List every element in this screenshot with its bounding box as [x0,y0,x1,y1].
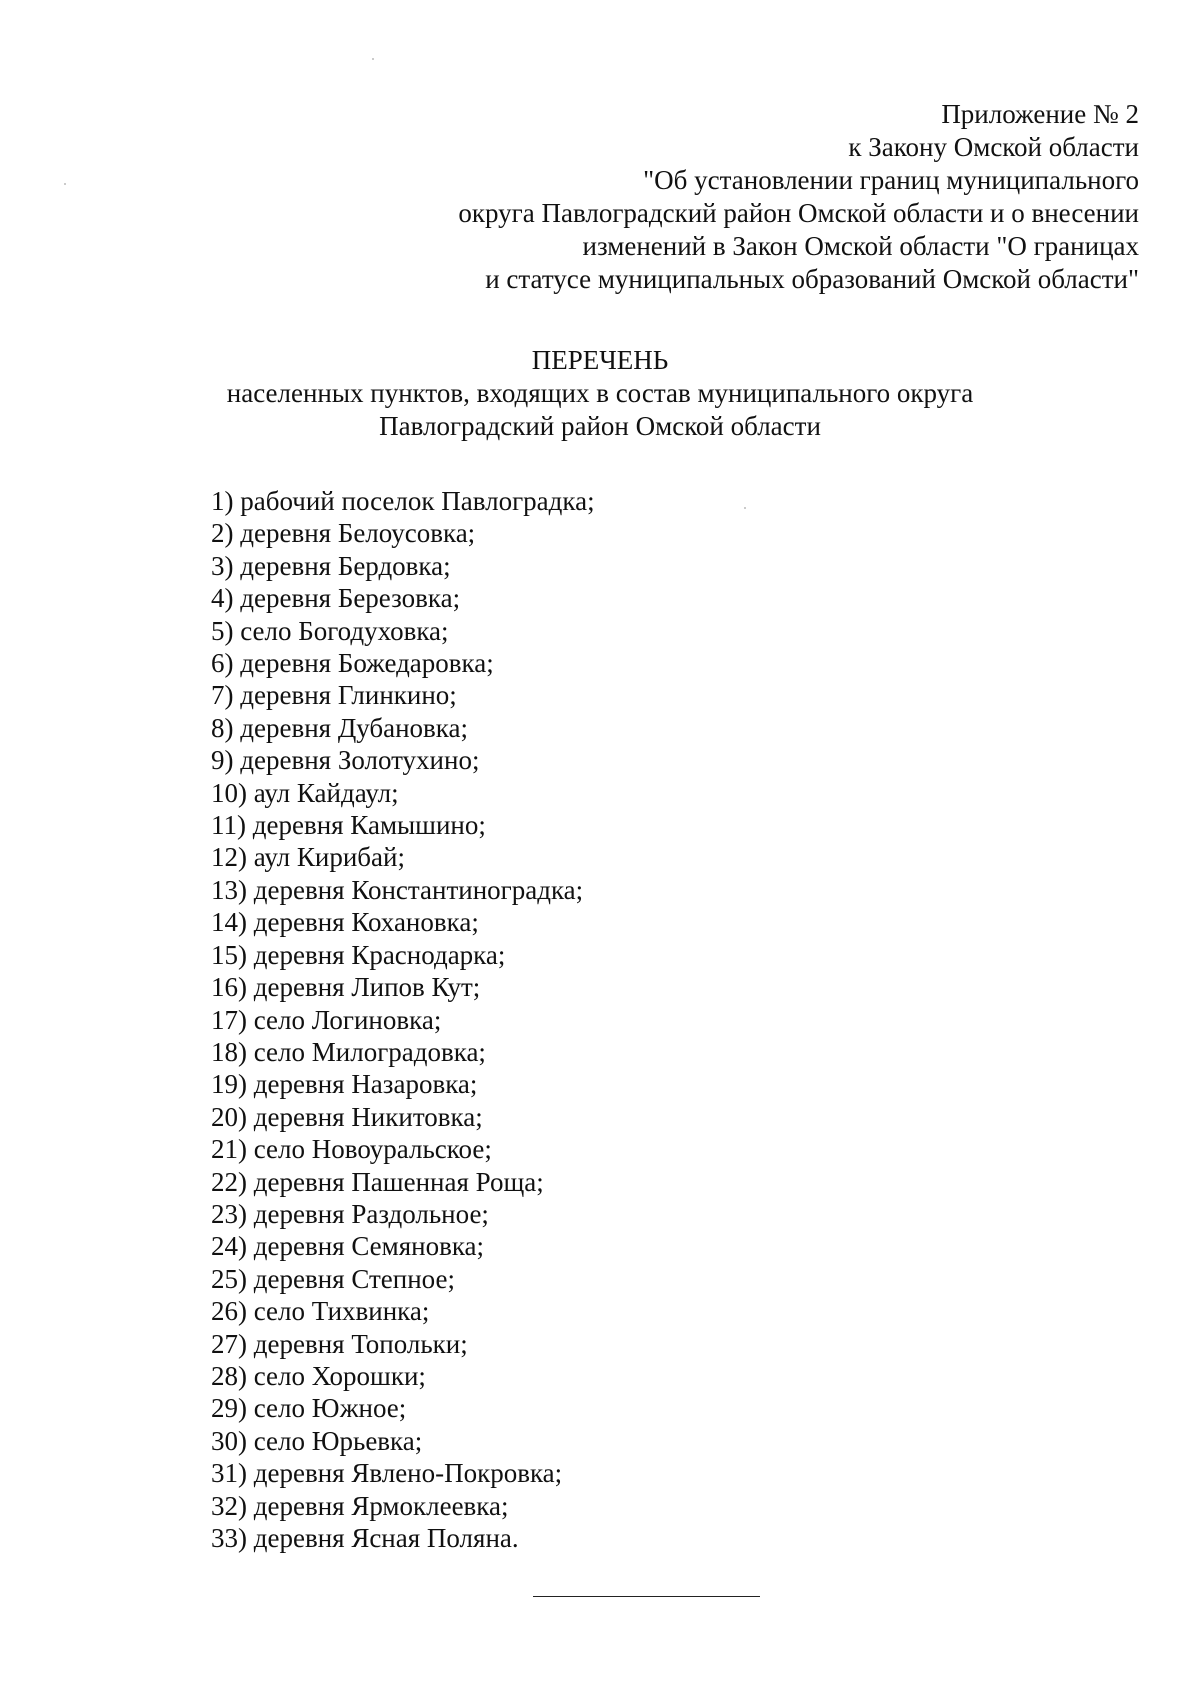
settlement-item: 20) деревня Никитовка; [211,1101,483,1132]
settlement-item: 21) село Новоуральское; [211,1134,492,1165]
settlement-item: 7) деревня Глинкино; [211,680,457,711]
annex-line: "Об установлении границ муниципального [643,165,1139,195]
annex-line: Приложение № 2 [941,99,1139,129]
annex-reference [458,98,1139,296]
settlement-item: 24) деревня Семяновка; [211,1231,485,1262]
settlement-item: 2) деревня Белоусовка; [211,518,476,549]
settlement-item: 30) село Юрьевка; [211,1425,423,1456]
settlement-item: 22) деревня Пашенная Роща; [211,1166,544,1197]
settlement-item: 11) деревня Камышино; [211,810,486,841]
settlement-item: 18) село Милоградовка; [211,1036,486,1067]
settlement-item: 26) село Тихвинка; [211,1296,430,1327]
scan-speck [744,507,746,509]
settlement-item: 32) деревня Ярмоклеевка; [211,1490,509,1521]
settlement-item: 12) аул Кирибай; [211,842,405,873]
settlement-item: 17) село Логиновка; [211,1004,442,1035]
document-subtitle-line: Павлоградский район Омской области [379,411,821,441]
settlement-item: 8) деревня Дубановка; [211,712,468,743]
settlement-list [211,485,595,1554]
settlement-item: 31) деревня Явлено-Покровка; [211,1458,563,1489]
settlement-item: 15) деревня Краснодарка; [211,939,506,970]
document-title: ПЕРЕЧЕНЬ [531,345,669,375]
settlement-item: 14) деревня Кохановка; [211,907,479,938]
settlement-item: 28) село Хорошки; [211,1360,426,1391]
annex-line: к Закону Омской области [848,132,1139,162]
document-subtitle-line: населенных пунктов, входящих в состав муниципального округа [226,378,974,408]
settlement-item: 1) рабочий поселок Павлоградка; [211,486,595,516]
settlement-item: 6) деревня Божедаровка; [211,648,494,679]
settlement-item: 3) деревня Бердовка; [211,550,451,581]
settlement-item: 27) деревня Топольки; [211,1328,468,1359]
settlement-item: 29) село Южное; [211,1393,407,1424]
settlement-item: 23) деревня Раздольное; [211,1198,489,1229]
scan-speck [372,58,374,60]
annex-line: изменений в Закон Омской области "О границах [582,231,1139,261]
scan-speck [64,183,66,185]
settlement-item: 33) деревня Ясная Поляна. [211,1523,519,1553]
settlement-item: 16) деревня Липов Кут; [211,972,481,1003]
settlement-item: 9) деревня Золотухино; [211,745,480,776]
document-heading [0,344,1200,443]
settlement-item: 4) деревня Березовка; [211,583,461,614]
end-divider [533,1596,760,1597]
settlement-item: 25) деревня Степное; [211,1263,455,1294]
settlement-item: 19) деревня Назаровка; [211,1069,478,1100]
annex-line: округа Павлоградский район Омской области и о внесении [458,198,1139,228]
settlement-item: 13) деревня Константиноградка; [211,874,584,905]
annex-line: и статусе муниципальных образований Омской области" [485,264,1139,294]
settlement-item: 5) село Богодуховка; [211,615,449,646]
settlement-item: 10) аул Кайдаул; [211,777,399,808]
